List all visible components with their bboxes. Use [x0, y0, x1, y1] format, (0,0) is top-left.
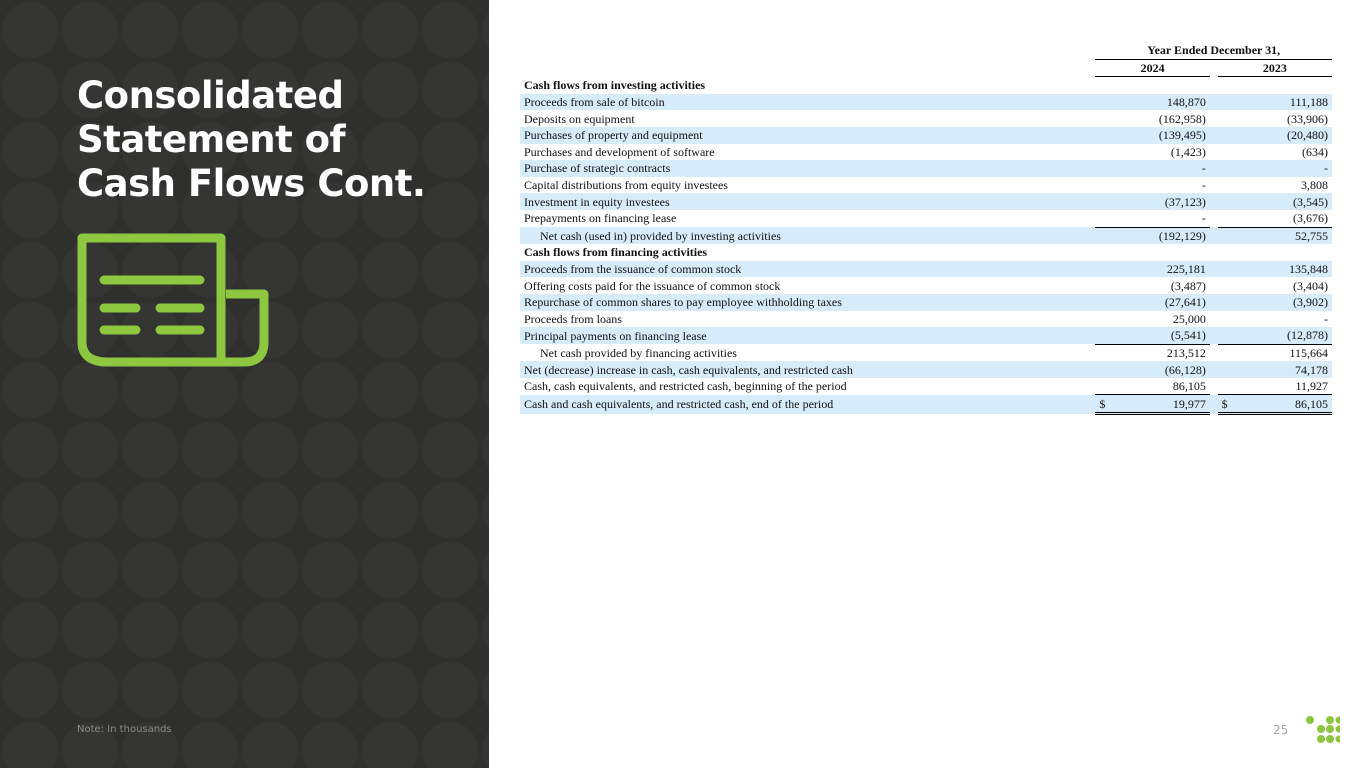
value-2023 [1218, 395, 1332, 414]
row-label: Cash, cash equivalents, and restricted cash, beginning of the period [524, 379, 847, 394]
value-2024 [1095, 294, 1209, 311]
table-row [520, 160, 1332, 177]
column-gap [1210, 193, 1218, 210]
column-gap [1210, 210, 1218, 227]
period-header: Year Ended December 31, [1095, 42, 1332, 59]
summary-row [520, 361, 1332, 378]
value-2023 [1218, 177, 1332, 194]
cell-value: 19,977 [1172, 396, 1206, 411]
table-row [520, 277, 1332, 294]
cell-value: (66,128) [1164, 362, 1206, 377]
cell-value: 111,188 [1289, 95, 1328, 110]
value-2024 [1095, 160, 1209, 177]
table-row [520, 144, 1332, 161]
cash-flow-table [520, 42, 1332, 415]
title-line: Statement of [77, 118, 346, 161]
title-line: Consolidated [77, 74, 344, 117]
cell-value: (33,906) [1287, 111, 1328, 126]
value-2023 [1218, 110, 1332, 127]
value-2023 [1218, 144, 1332, 161]
cell-value: 86,105 [1172, 379, 1206, 394]
value-2024 [1095, 144, 1209, 161]
currency-symbol: $ [1221, 396, 1228, 411]
value-2024 [1095, 395, 1209, 414]
row-label: Principal payments on financing lease [520, 327, 1095, 344]
row-label: Prepayments on financing lease [524, 211, 677, 226]
section-heading: Cash flows from investing activities [524, 78, 706, 93]
table-row [520, 127, 1332, 144]
cell-value: - [1201, 161, 1206, 176]
value-2023 [1218, 227, 1332, 244]
value-2024 [1095, 277, 1209, 294]
row-label: Investment in equity investees [520, 193, 1095, 210]
cell-value: (139,495) [1158, 128, 1206, 143]
footnote: Note: In thousands [77, 724, 172, 735]
value-2024 [1095, 361, 1209, 378]
document-list-icon [76, 232, 270, 368]
sidebar-panel [0, 0, 489, 768]
column-gap [1210, 261, 1218, 278]
value-2023 [1218, 277, 1332, 294]
column-gap [1210, 94, 1218, 111]
cell-value: 25,000 [1172, 311, 1206, 326]
page-title [77, 74, 457, 206]
cell-value: (12,878) [1287, 328, 1328, 343]
column-gap [1210, 344, 1218, 361]
section-heading-row [520, 77, 1332, 94]
summary-row [520, 378, 1332, 395]
page-number: 25 [1273, 723, 1289, 737]
green-dots-logo [1306, 715, 1340, 745]
column-header: 2023 [1218, 59, 1332, 77]
row-label: Cash and cash equivalents, and restricted cash, end of the period [520, 395, 1095, 414]
currency-symbol: $ [1099, 396, 1106, 411]
value-2024 [1095, 378, 1209, 395]
empty-cell [1095, 244, 1209, 261]
row-label: Capital distributions from equity investees [524, 178, 728, 193]
row-label: Net cash (used in) provided by investing activities [520, 227, 1095, 244]
cell-value: (634) [1302, 144, 1328, 159]
table-row [520, 311, 1332, 328]
value-2023 [1218, 210, 1332, 227]
value-2024 [1095, 227, 1209, 244]
cell-value: (1,423) [1170, 144, 1206, 159]
table-row [520, 94, 1332, 111]
value-2024 [1095, 127, 1209, 144]
cell-value: 86,105 [1295, 396, 1328, 411]
column-gap [1210, 160, 1218, 177]
column-gap [1210, 327, 1218, 344]
subtotal-row [520, 227, 1332, 244]
value-2023 [1218, 327, 1332, 344]
table-header-row [520, 59, 1332, 77]
cell-value: - [1201, 211, 1206, 226]
row-label: Net cash provided by financing activities [540, 345, 737, 360]
column-gap [1210, 77, 1218, 94]
table-row [520, 177, 1332, 194]
table-row [520, 294, 1332, 311]
cell-value: - [1324, 161, 1328, 176]
cell-value: 74,178 [1295, 362, 1328, 377]
cell-value: - [1324, 311, 1328, 326]
table-row [520, 193, 1332, 210]
column-gap [1210, 59, 1218, 77]
column-gap [1210, 378, 1218, 395]
value-2023 [1218, 127, 1332, 144]
value-2024 [1095, 210, 1209, 227]
row-label: Deposits on equipment [524, 111, 635, 126]
value-2024 [1095, 327, 1209, 344]
row-label: Proceeds from the issuance of common stock [520, 261, 1095, 278]
cell-value: (3,404) [1293, 278, 1328, 293]
cell-value: 213,512 [1166, 345, 1206, 360]
row-label: Proceeds from loans [524, 311, 622, 326]
total-row [520, 395, 1332, 414]
table-header-row [520, 42, 1332, 59]
cell-value: (3,487) [1170, 278, 1206, 293]
column-header: 2024 [1095, 59, 1209, 77]
cell-value: (3,902) [1293, 295, 1328, 310]
cell-value: 115,664 [1289, 345, 1328, 360]
value-2023 [1218, 344, 1332, 361]
row-label: Repurchase of common shares to pay employee withholding taxes [520, 294, 1095, 311]
column-gap [1210, 311, 1218, 328]
cell-value: (37,123) [1164, 194, 1206, 209]
table-row [520, 110, 1332, 127]
cell-value: 3,808 [1301, 178, 1328, 193]
value-2024 [1095, 94, 1209, 111]
value-2024 [1095, 110, 1209, 127]
table-row [520, 261, 1332, 278]
column-gap [1210, 177, 1218, 194]
cell-value: 11,927 [1295, 379, 1328, 394]
table-row [520, 210, 1332, 227]
empty-cell [1218, 77, 1332, 94]
cell-value: (27,641) [1164, 295, 1206, 310]
value-2023 [1218, 361, 1332, 378]
cell-value: (20,480) [1287, 128, 1328, 143]
value-2024 [1095, 177, 1209, 194]
subtotal-row [520, 344, 1332, 361]
header-spacer [520, 59, 1095, 77]
value-2023 [1218, 261, 1332, 278]
row-label: Proceeds from sale of bitcoin [520, 94, 1095, 111]
column-gap [1210, 227, 1218, 244]
header-spacer [520, 42, 1095, 59]
value-2024 [1095, 344, 1209, 361]
row-label: Net (decrease) increase in cash, cash equivalents, and restricted cash [520, 361, 1095, 378]
title-line: Cash Flows Cont. [77, 162, 426, 205]
value-2024 [1095, 261, 1209, 278]
column-gap [1210, 244, 1218, 261]
column-gap [1210, 144, 1218, 161]
section-heading: Cash flows from financing activities [524, 245, 708, 260]
cell-value: 225,181 [1166, 262, 1206, 277]
value-2023 [1218, 94, 1332, 111]
empty-cell [1218, 244, 1332, 261]
column-gap [1210, 361, 1218, 378]
section-heading-row [520, 244, 1332, 261]
cell-value: 52,755 [1295, 228, 1328, 243]
column-gap [1210, 294, 1218, 311]
cell-value: - [1201, 178, 1206, 193]
row-label: Purchases of property and equipment [520, 127, 1095, 144]
column-gap [1210, 277, 1218, 294]
cell-value: (3,545) [1293, 194, 1328, 209]
cell-value: 135,848 [1289, 262, 1328, 277]
value-2023 [1218, 311, 1332, 328]
row-label: Purchases and development of software [524, 144, 715, 159]
cell-value: 148,870 [1166, 95, 1206, 110]
column-gap [1210, 395, 1218, 414]
value-2023 [1218, 193, 1332, 210]
cell-value: (162,958) [1158, 111, 1206, 126]
cell-value: (3,676) [1293, 211, 1328, 226]
empty-cell [1095, 77, 1209, 94]
value-2024 [1095, 311, 1209, 328]
value-2023 [1218, 160, 1332, 177]
cell-value: (5,541) [1170, 328, 1206, 343]
row-label: Offering costs paid for the issuance of common stock [524, 278, 781, 293]
cell-value: (192,129) [1158, 228, 1206, 243]
column-gap [1210, 110, 1218, 127]
row-label: Purchase of strategic contracts [520, 160, 1095, 177]
column-gap [1210, 127, 1218, 144]
value-2023 [1218, 378, 1332, 395]
value-2023 [1218, 294, 1332, 311]
table-row [520, 327, 1332, 344]
value-2024 [1095, 193, 1209, 210]
